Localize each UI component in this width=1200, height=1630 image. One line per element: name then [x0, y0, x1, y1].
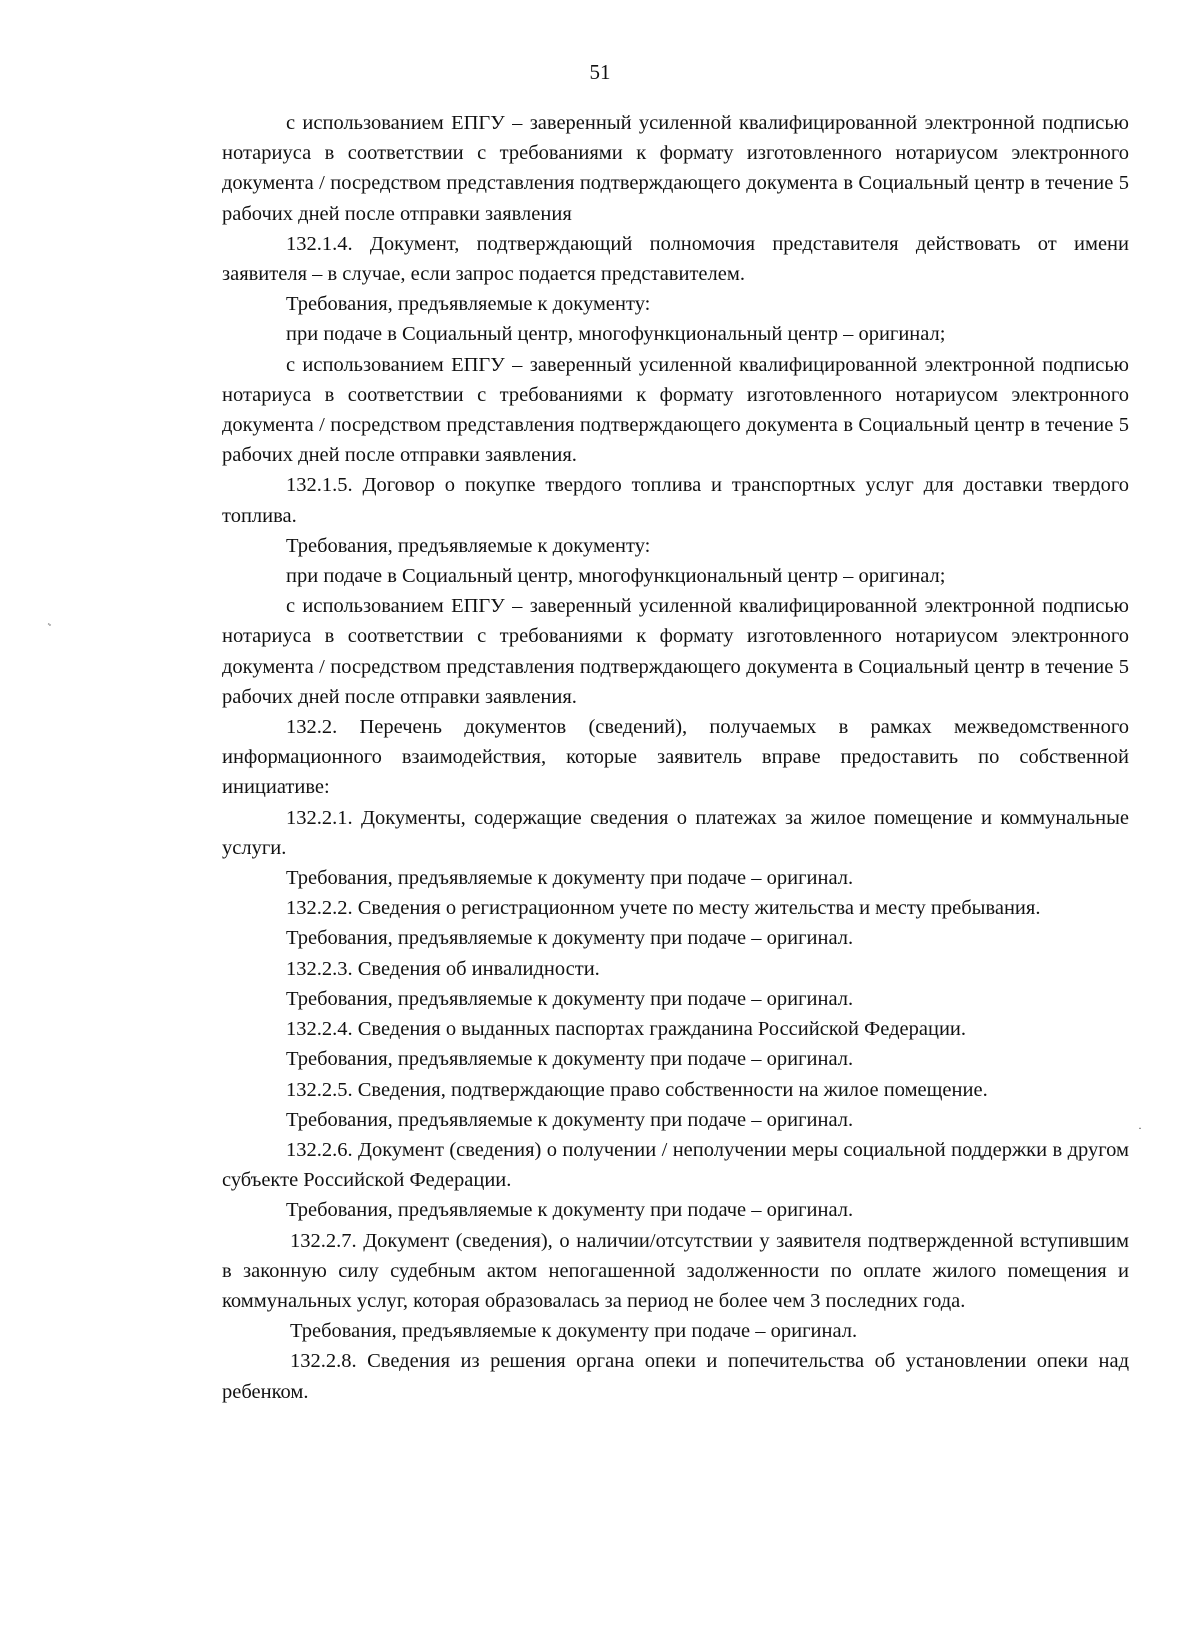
paragraph-132-2-7: 132.2.7. Документ (сведения), о наличии/отсутствии у заявителя подтвержденной вступившим в законную силу судебным актом непогашенной задолженности по оплате жилого помещения и коммунальных услуг, которая образовалась за период не более чем 3 последних года. [222, 1229, 1129, 1312]
paragraph-requirement-original: Требования, предъявляемые к документу при подаче – оригинал. [286, 987, 854, 1010]
paragraph-requirement-original: Требования, предъявляемые к документу при подаче – оригинал. [286, 1108, 854, 1131]
scan-speck-mark: ˞ [48, 617, 52, 631]
paragraph-132-2-6: 132.2.6. Документ (сведения) о получении / неполучении меры социальной поддержки в другом субъекте Российской Федерации. [222, 1138, 1129, 1192]
paragraph-132-2-5: 132.2.5. Сведения, подтверждающие право собственности на жилое помещение. [286, 1078, 988, 1101]
paragraph-requirement-original: Требования, предъявляемые к документу при подаче – оригинал. [286, 1199, 854, 1222]
paragraph-epgu-signature-2: с использованием ЕПГУ – заверенный усиленной квалифицированной электронной подписью нотариуса в соответствии с требованиями к формату изготовленного нотариусом электронного документа / посредством представления подтверждающего документа в Социальный центр в течение 5 рабочих дней после отправки заявления. [222, 353, 1129, 467]
paragraph-requirement-original: Требования, предъявляемые к документу при подаче – оригинал. [286, 927, 854, 950]
paragraph-132-2-8: 132.2.8. Сведения из решения органа опеки и попечительства об установлении опеки над ребенком. [222, 1350, 1129, 1403]
paragraph-132-1-5: 132.1.5. Договор о покупке твердого топлива и транспортных услуг для доставки твердого топлива. [222, 474, 1129, 527]
paragraph-132-2-4: 132.2.4. Сведения о выданных паспортах гражданина Российской Федерации. [286, 1018, 967, 1041]
paragraph-132-2-3: 132.2.3. Сведения об инвалидности. [286, 957, 600, 980]
paragraph-submission-original: при подаче в Социальный центр, многофункциональный центр – оригинал; [286, 565, 946, 588]
paragraph-requirement-original: Требования, предъявляемые к документу при подаче – оригинал. [290, 1320, 858, 1343]
paragraph-requirement-original: Требования, предъявляемые к документу при подаче – оригинал. [286, 1048, 854, 1071]
paragraph-epgu-signature-3: с использованием ЕПГУ – заверенный усиленной квалифицированной электронной подписью нотариуса в соответствии с требованиями к формату изготовленного нотариусом электронного документа / посредством представления подтверждающего документа в Социальный центр в течение 5 рабочих дней после отправки заявления. [222, 595, 1129, 708]
paragraph-132-1-4: 132.1.4. Документ, подтверждающий полномочия представителя действовать от имени заявителя – в случае, если запрос подается представителем. [222, 232, 1129, 286]
paragraph-epgu-signature-1: с использованием ЕПГУ – заверенный усиленной квалифицированной электронной подписью нотариуса в соответствии с требованиями к формату изготовленного нотариусом электронного документа / посредством представления подтверждающего документа в Социальный центр в течение 5 рабочих дней после отправки заявления [222, 112, 1129, 225]
scan-speck-mark: · [1138, 1121, 1142, 1135]
paragraph-submission-original: при подаче в Социальный центр, многофункциональный центр – оригинал; [286, 323, 946, 346]
paragraph-132-2-1: 132.2.1. Документы, содержащие сведения о платежах за жилое помещение и коммунальные услуги. [222, 806, 1129, 859]
paragraph-132-2: 132.2. Перечень документов (сведений), получаемых в рамках межведомственного информационного взаимодействия, которые заявитель вправе предоставить по собственной инициативе: [222, 716, 1129, 799]
paragraph-requirement-original: Требования, предъявляемые к документу при подаче – оригинал. [286, 867, 854, 890]
paragraph-132-2-2: 132.2.2. Сведения о регистрационном учете по месту жительства и месту пребывания. [286, 897, 1041, 920]
page-number: 51 [589, 60, 611, 84]
document-body [222, 108, 1129, 1407]
paragraph-requirements-heading: Требования, предъявляемые к документу: [286, 534, 651, 557]
paragraph-requirements-heading: Требования, предъявляемые к документу: [286, 293, 651, 316]
